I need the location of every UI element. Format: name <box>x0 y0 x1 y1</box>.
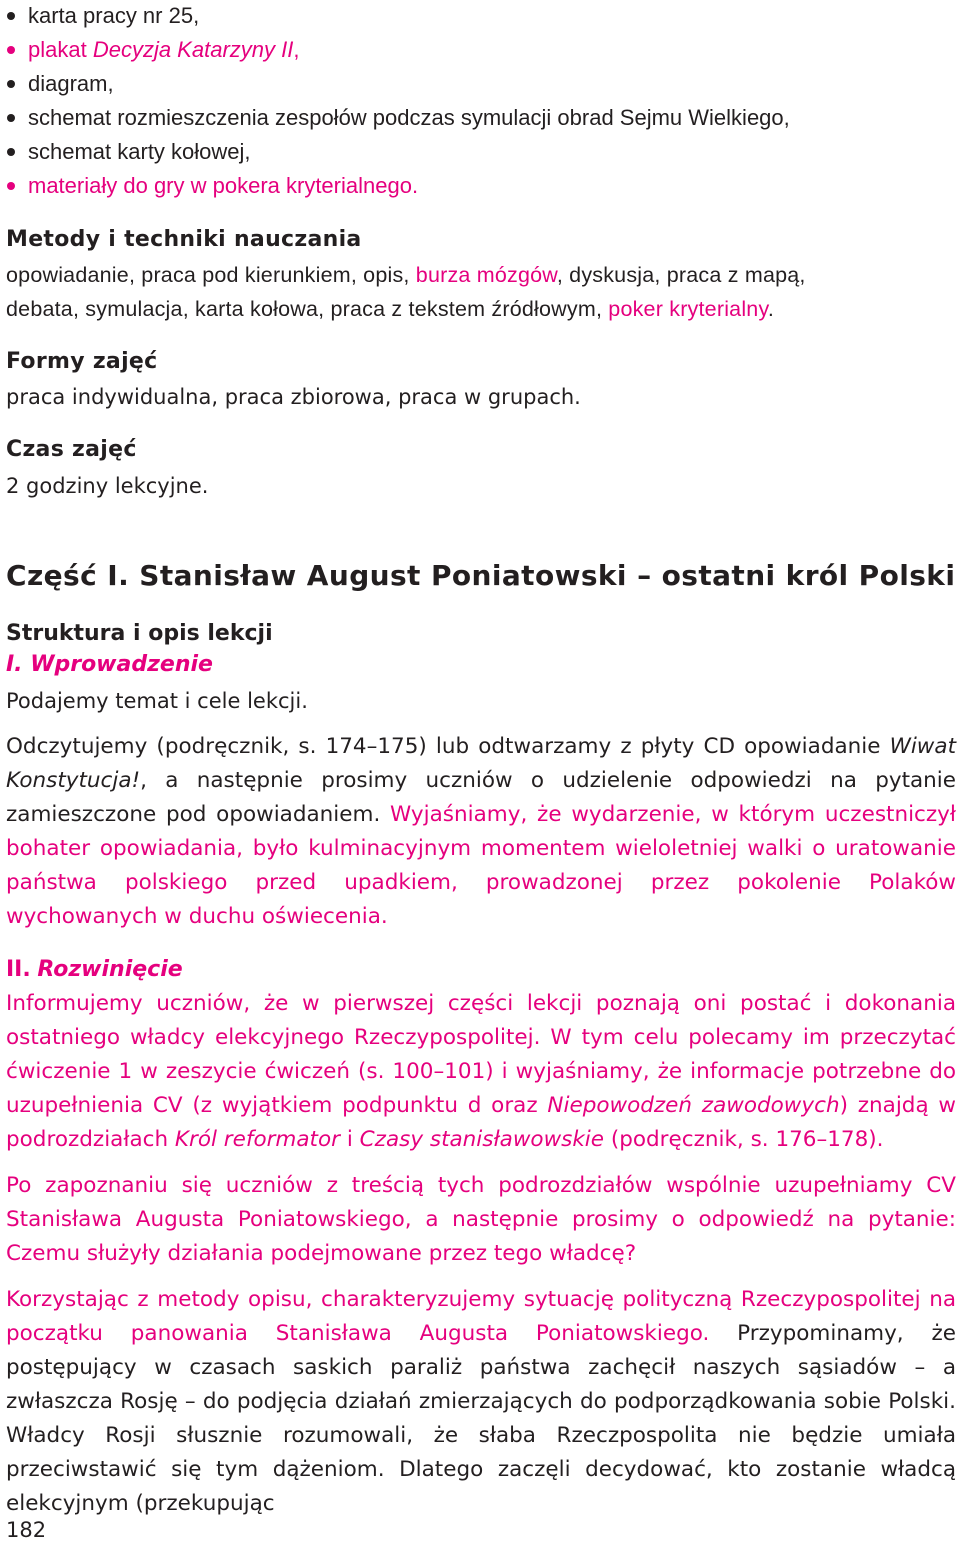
development-paragraph-2: Po zapoznaniu się uczniów z treścią tych podrozdziałów wspólnie uzupełniamy CV Stanisława Augusta Poniatowskiego, a następnie prosimy o odpowiedź na pytanie: Czemu służyły działania podejmowane przez tego władcę? <box>6 1173 956 1266</box>
page-number: 182 <box>6 1518 47 1542</box>
list-item: diagram, <box>6 67 956 101</box>
forms-text: praca indywidualna, praca zbiorowa, praca w grupach. <box>6 385 581 409</box>
bullet-icon <box>7 148 15 156</box>
part-title: Część I. Stanisław August Poniatowski – ostatni król Polski <box>6 559 956 592</box>
intro-heading: I. Wprowadzenie <box>6 652 213 677</box>
structure-heading: Struktura i opis lekcji <box>6 621 273 646</box>
list-item: plakat Decyzja Katarzyny II, <box>6 33 956 67</box>
bullet-icon <box>7 12 15 20</box>
time-text: 2 godziny lekcyjne. <box>6 474 209 498</box>
list-item: karta pracy nr 25, <box>6 0 956 33</box>
methods-line-2: debata, symulacja, karta kołowa, praca z tekstem źródłowym, poker kryterialny. <box>6 297 775 321</box>
methods-line-1: opowiadanie, praca pod kierunkiem, opis, burza mózgów, dyskusja, praca z mapą, <box>6 263 806 287</box>
development-heading: II. Rozwinięcie <box>6 957 183 982</box>
bullet-icon <box>7 182 15 190</box>
bullet-icon <box>7 80 15 88</box>
materials-list <box>6 0 956 203</box>
time-heading: Czas zajęć <box>6 437 137 462</box>
bullet-icon <box>7 114 15 122</box>
intro-paragraph-1: Podajemy temat i cele lekcji. <box>6 689 308 713</box>
methods-heading: Metody i techniki nauczania <box>6 227 362 252</box>
list-item: schemat karty kołowej, <box>6 135 956 169</box>
list-item: schemat rozmieszczenia zespołów podczas symulacji obrad Sejmu Wielkiego, <box>6 101 956 135</box>
development-paragraph-3: Korzystając z metody opisu, charakteryzujemy sytuację polityczną Rzeczypospolitej na początku panowania Stanisława Augusta Poniatowskiego. Przypominamy, że postępujący w czasach saskich paraliż państwa zachęcił naszych sąsiadów – a zwłaszcza Rosję – do podjęcia działań zmierzających do podporządkowania sobie Polski. Władcy Rosji słusznie rozumowali, że słaba Rzeczpospolita nie będzie umiała przeciwstawić się tym dążeniom. Dlatego zaczęli decydować, kto zostanie władcą elekcyjnym (przekupując <box>6 1287 956 1516</box>
forms-heading: Formy zajęć <box>6 349 158 374</box>
list-item: materiały do gry w pokera kryterialnego. <box>6 169 956 203</box>
intro-paragraph-2: Odczytujemy (podręcznik, s. 174–175) lub odtwarzamy z płyty CD opowiadanie Wiwat Konstytucja!, a następnie prosimy uczniów o udzielenie odpowiedzi na pytanie zamieszczone pod opowiadaniem. Wyjaśniamy, że wydarzenie, w którym uczestniczył bohater opowiadania, było kulminacyjnym momentem wieloletniej walki o uratowanie państwa polskiego przed upadkiem, prowadzonej przez pokolenie Polaków wychowanych w duchu oświecenia. <box>6 734 956 929</box>
development-paragraph-1: Informujemy uczniów, że w pierwszej części lekcji poznają oni postać i dokonania ostatniego władcy elekcyjnego Rzeczypospolitej. W tym celu polecamy im przeczytać ćwiczenie 1 w zeszycie ćwiczeń (s. 100–101) i wyjaśniamy, że informacje potrzebne do uzupełnienia CV (z wyjątkiem podpunktu d oraz Niepowodzeń zawodowych) znajdą w podrozdziałach Król reformator i Czasy stanisławowskie (podręcznik, s. 176–178). <box>6 991 956 1152</box>
bullet-icon <box>7 46 15 54</box>
